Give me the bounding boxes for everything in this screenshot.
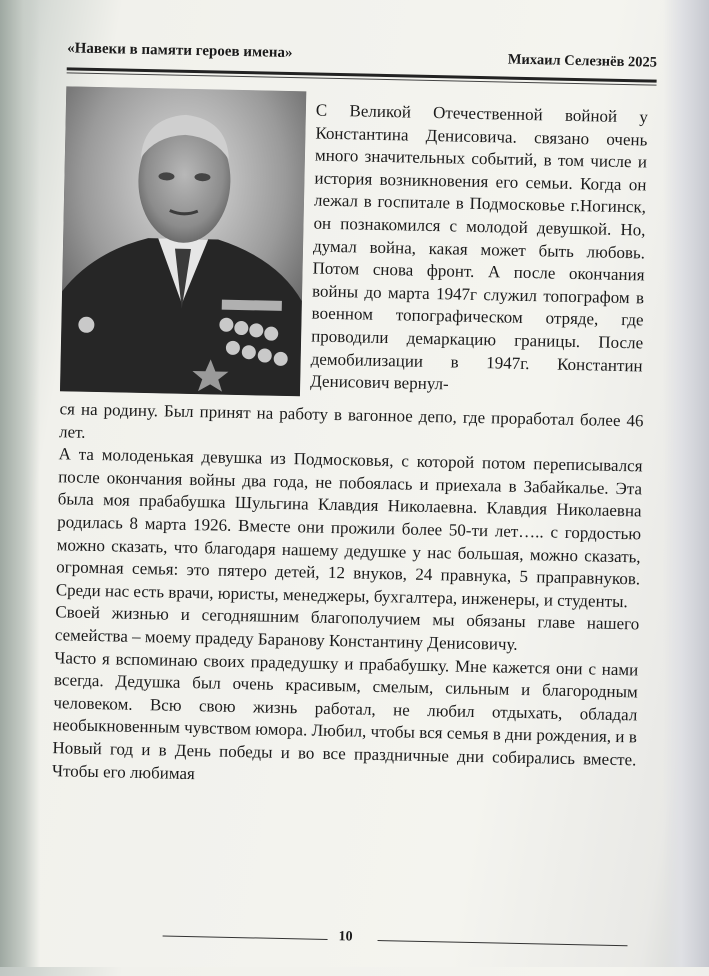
footer-rule-left [163,936,328,940]
footer-rule-right [378,940,628,946]
paragraph-1: А та молоденькая девушка из Подмосковья, с которой потом переписывался после окончания войны два года, не побоялась и приехала в Забайкалье. Эта была моя прабабушка Шульгина Клавдия Николаевна. Клавдия Николаевна родилась 8 марта 1926. Вместе они прожили более 50-ти лет….. с гордостью можно сказать, что благодаря нашему дедушке у нас большая, можно сказать, огромная семья: это пятеро детей, 12 внуков, 24 правнука, 5 праправнуков. Среди нас есть врачи, юристы, менеджеры, бухгалтера, инженеры, и студенты. [55,444,643,611]
main-text [52,398,644,794]
portrait-illustration [60,86,306,396]
intro-paragraph: С Великой Отечественной войной у Константина Денисовича. связано очень много значительных событий, в том числе и история возникновения его семьи. Когда он лежал в госпитале в Подмосковье г.Ногинск, он познакомился с молодой девушкой. Но, думал война, какая может быть любовь. Потом снова фронт. А после окончания войны до марта 1947г служил топографом в военном топографическом отряде, где проводили демаркацию границы. После демобилизации в 1947г. Константин Денисович вернул- [310,100,649,394]
page-edge [663,0,709,967]
paragraph-2: Своей жизнью и сегодняшним благополучием мы обязаны главе нашего семейства – моему прадеду Баранову Константину Денисовичу. [54,602,640,654]
book-title: «Навеки в памяти героев имена» [66,40,293,62]
continuation-paragraph: ся на родину. Был принят на работу в вагонное депо, где проработал более 46 лет. [58,399,644,442]
author-year: Михаил Селезнёв 2025 [507,51,658,71]
portrait-photo [60,86,306,396]
page-number: 10 [338,929,353,945]
book-page [32,8,662,976]
paragraph-3: Часто я вспоминаю своих прадедушку и прабабушку. Мне кажется они с нами всегда. Дедушка был очень красивым, смелым, сильным и благородным человеком. Всю свою жизнь работал, не любил отдыхать, обладал необыкновенным чувством юмора. Любил, чтобы вся семья в дни рождения, и в Новый год и в День победы и во все праздничные дни собирались вместе. Чтобы его любимая [51,647,639,783]
text-beside-photo [310,100,648,401]
